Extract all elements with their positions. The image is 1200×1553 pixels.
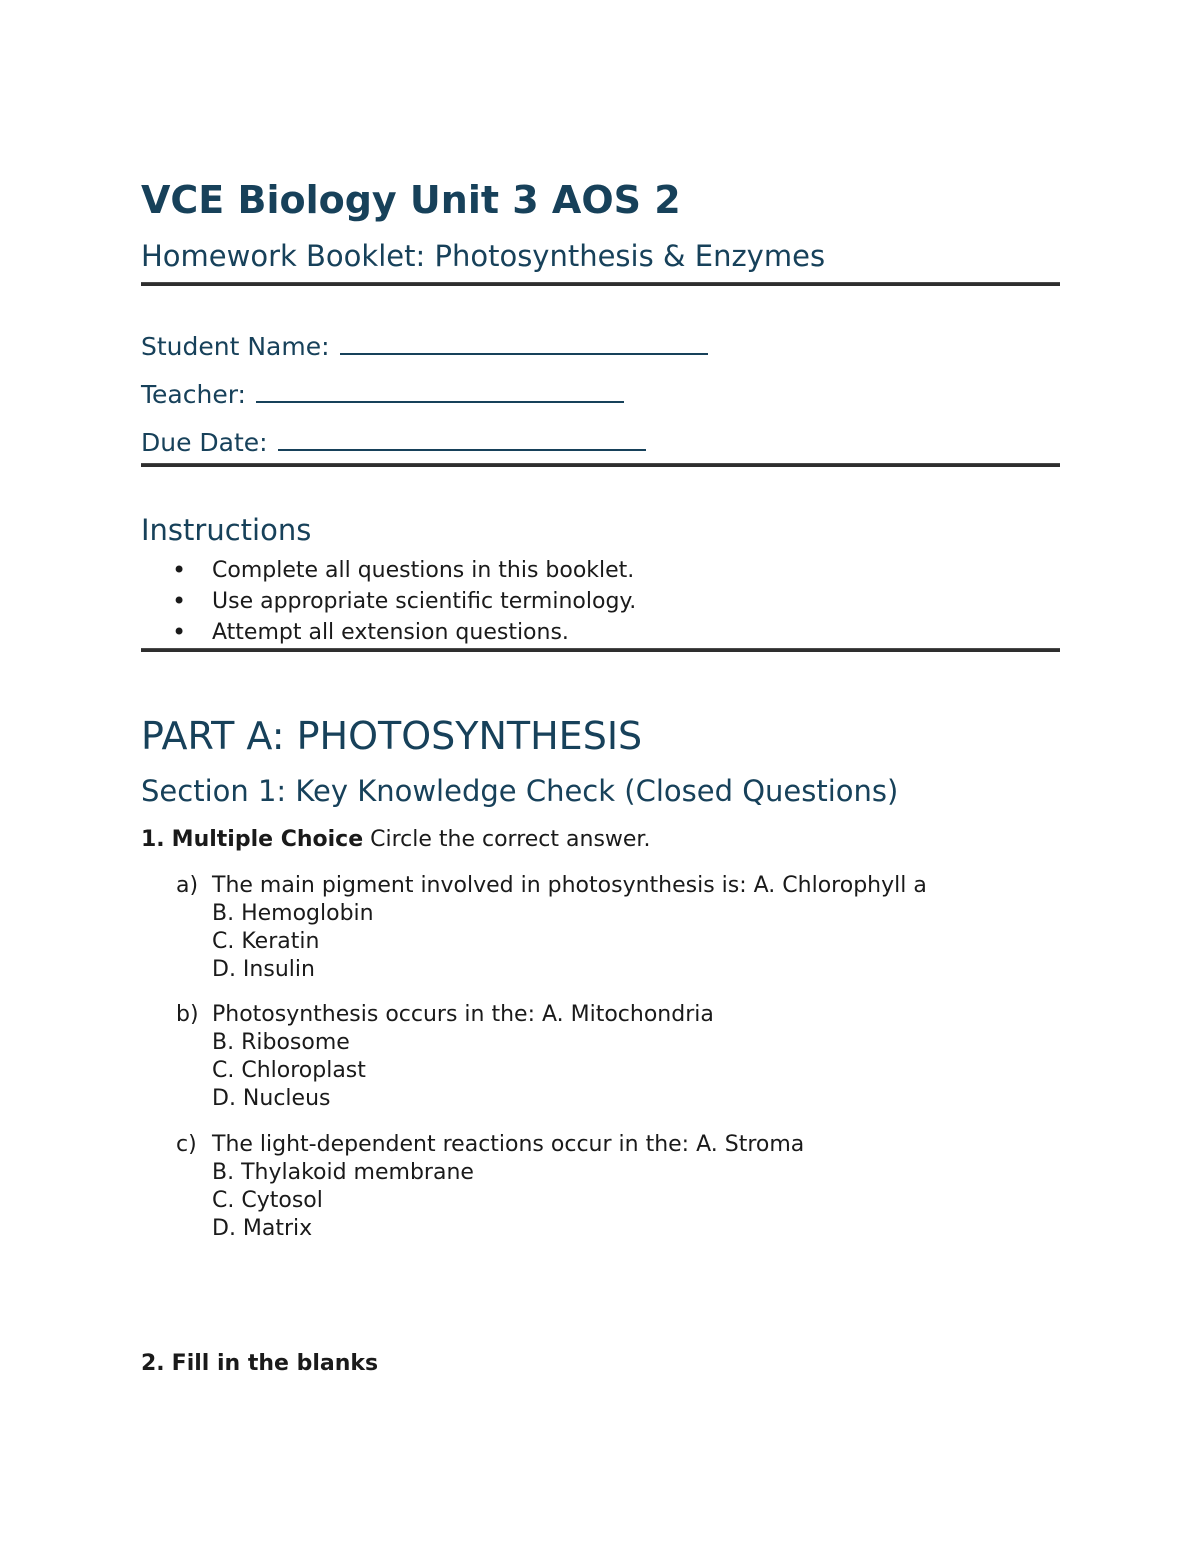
mcq-item-a (176, 872, 927, 984)
option[interactable]: D. Matrix (212, 1216, 313, 1241)
instructions-list (172, 555, 636, 648)
part-heading: PART A: PHOTOSYNTHESIS (141, 714, 643, 758)
list-item: • Use appropriate scientific terminology. (172, 586, 636, 617)
field-label: Due Date: (141, 428, 268, 457)
due-date-field (141, 425, 646, 459)
teacher-field (141, 377, 624, 411)
field-label: Student Name: (141, 332, 330, 361)
option[interactable]: B. Ribosome (212, 1030, 350, 1055)
mcq-item-b (176, 1001, 714, 1113)
list-item: • Attempt all extension questions. (172, 617, 636, 648)
option[interactable]: D. Insulin (212, 957, 315, 982)
option[interactable]: D. Nucleus (212, 1086, 331, 1111)
option[interactable]: C. Chloroplast (212, 1058, 366, 1083)
teacher-blank[interactable] (256, 377, 624, 403)
divider (141, 282, 1060, 286)
instructions-heading: Instructions (141, 513, 312, 547)
document-title: VCE Biology Unit 3 AOS 2 (141, 178, 681, 222)
option[interactable]: C. Keratin (212, 929, 320, 954)
option[interactable]: B. Thylakoid membrane (212, 1160, 474, 1185)
student-name-blank[interactable] (340, 329, 708, 355)
question-2-heading (141, 1349, 378, 1379)
question-title: Multiple Choice (171, 827, 364, 852)
due-date-blank[interactable] (278, 425, 646, 451)
option[interactable]: B. Hemoglobin (212, 901, 374, 926)
mcq-item-c (176, 1131, 804, 1243)
divider (141, 463, 1060, 467)
item-label: c) (176, 1132, 197, 1157)
question-1-heading (141, 825, 650, 855)
item-label: a) (176, 873, 199, 898)
question-number: 1. (141, 827, 165, 852)
divider (141, 648, 1060, 652)
student-name-field (141, 329, 708, 363)
question-number: 2. (141, 1351, 165, 1376)
item-stem: The light-dependent reactions occur in the: A. Stroma (212, 1132, 805, 1157)
option[interactable]: C. Cytosol (212, 1188, 323, 1213)
document-subtitle: Homework Booklet: Photosynthesis & Enzymes (141, 239, 826, 273)
question-title: Fill in the blanks (171, 1351, 379, 1376)
section-heading: Section 1: Key Knowledge Check (Closed Questions) (141, 774, 899, 808)
question-prompt: Circle the correct answer. (370, 827, 651, 852)
field-label: Teacher: (141, 380, 246, 409)
item-stem: The main pigment involved in photosynthesis is: A. Chlorophyll a (212, 873, 927, 898)
item-stem: Photosynthesis occurs in the: A. Mitochondria (212, 1002, 714, 1027)
list-item: • Complete all questions in this booklet. (172, 555, 636, 586)
item-label: b) (176, 1002, 199, 1027)
